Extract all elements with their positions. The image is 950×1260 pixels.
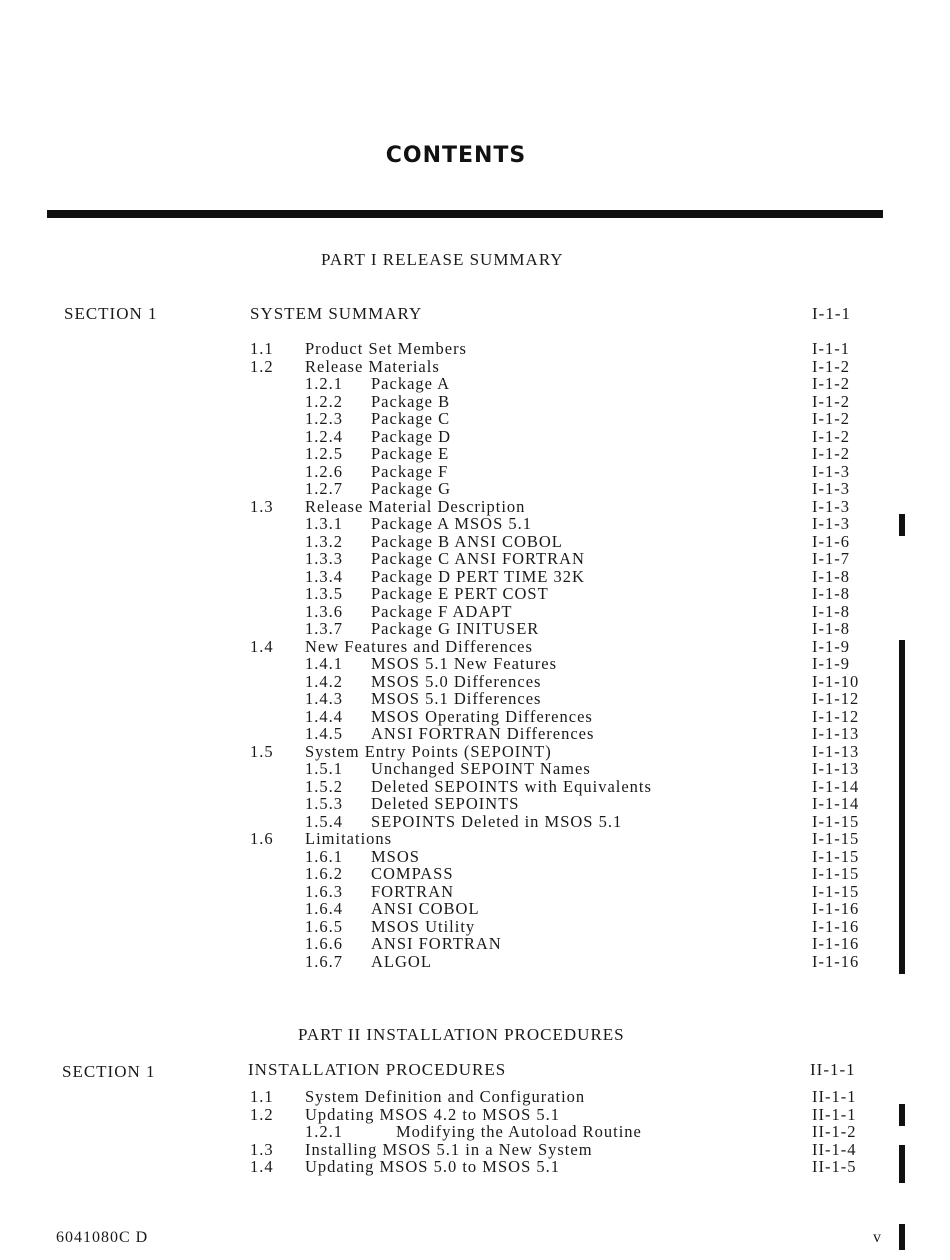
toc-entry-title: MSOS 5.1 Differences xyxy=(371,689,542,708)
part2-section-page: II-1-1 xyxy=(810,1060,856,1079)
part1-section-title: SYSTEM SUMMARY xyxy=(250,304,423,323)
toc-entry-page: I-1-2 xyxy=(812,426,850,446)
toc-entry-number: 1.3 xyxy=(250,1139,274,1159)
toc-entry-title: Package E xyxy=(371,444,450,463)
toc-entry-number: 1.5.2 xyxy=(305,776,343,796)
toc-entry-title: Release Materials xyxy=(305,356,440,376)
toc-entry xyxy=(250,1158,870,1176)
toc-entry-number: 1.6.4 xyxy=(305,899,343,918)
toc-entry-number: 1.3.1 xyxy=(305,514,343,533)
toc-entry-title: Package C ANSI FORTRAN xyxy=(371,549,585,568)
toc-entry xyxy=(250,463,870,481)
toc-entry-number: 1.6.6 xyxy=(305,934,343,953)
toc-entry-number: 1.2.6 xyxy=(305,461,343,481)
toc-entry-number: 1.1 xyxy=(250,339,274,358)
toc-entry-page: I-1-9 xyxy=(812,654,850,673)
toc-entry-number: 1.5.4 xyxy=(305,811,343,831)
toc-entry-number: 1.6.5 xyxy=(305,916,343,936)
toc-entry-number: 1.3.2 xyxy=(305,531,343,551)
toc-entry-number: 1.3.3 xyxy=(305,549,343,568)
toc-entry xyxy=(250,498,870,516)
toc-entry-title: Release Material Description xyxy=(305,496,526,516)
toc-entry xyxy=(250,1141,870,1159)
toc-entry-number: 1.4.4 xyxy=(305,706,343,726)
toc-entry xyxy=(250,638,870,656)
part1-section-page: I-1-1 xyxy=(812,304,851,323)
toc-entry-title: Deleted SEPOINTS with Equivalents xyxy=(371,776,652,796)
toc-entry xyxy=(250,568,870,586)
toc-entry-page: I-1-15 xyxy=(812,864,860,883)
toc-entry-title: System Definition and Configuration xyxy=(305,1087,586,1106)
toc-entry-page: I-1-3 xyxy=(812,514,850,533)
toc-entry-number: 1.4.1 xyxy=(305,654,343,673)
toc-entry-page: II-1-5 xyxy=(812,1157,857,1176)
toc-entry-number: 1.1 xyxy=(250,1087,274,1106)
toc-entry-page: II-1-2 xyxy=(812,1122,857,1141)
toc-entry xyxy=(250,393,870,411)
toc-entry-title: Package A xyxy=(371,374,451,393)
toc-entry-page: I-1-12 xyxy=(812,706,860,726)
toc-entry-number: 1.6 xyxy=(250,829,274,848)
toc-entry xyxy=(250,1088,870,1106)
toc-entry-title: Package F xyxy=(371,461,449,481)
page-title: CONTENTS xyxy=(385,143,527,168)
toc-entry-number: 1.6.3 xyxy=(305,881,343,901)
toc-entry-title: MSOS 5.0 Differences xyxy=(371,671,542,691)
toc-entry xyxy=(250,1123,870,1141)
toc-entry-title: ANSI FORTRAN xyxy=(371,934,502,953)
toc-entry-page: I-1-14 xyxy=(812,794,860,813)
toc-entry xyxy=(250,620,870,638)
change-bar xyxy=(899,1145,905,1183)
part1-toc-list xyxy=(250,340,870,970)
toc-entry-page: I-1-16 xyxy=(812,951,860,971)
toc-entry-page: I-1-15 xyxy=(812,811,860,831)
toc-entry xyxy=(250,690,870,708)
toc-entry xyxy=(250,918,870,936)
change-bar xyxy=(899,640,905,974)
toc-entry xyxy=(250,725,870,743)
toc-entry-title: MSOS 5.1 New Features xyxy=(371,654,557,673)
toc-entry-page: I-1-3 xyxy=(812,496,850,516)
toc-entry-number: 1.3.4 xyxy=(305,566,343,586)
toc-entry-title: ANSI FORTRAN Differences xyxy=(371,724,595,743)
toc-entry-number: 1.2.4 xyxy=(305,426,343,446)
change-bar xyxy=(899,1104,905,1126)
toc-entry-page: I-1-9 xyxy=(812,636,850,656)
part2-section-title: INSTALLATION PROCEDURES xyxy=(248,1060,507,1079)
toc-entry-page: I-1-14 xyxy=(812,776,860,796)
toc-entry-title: Package G INITUSER xyxy=(371,619,540,638)
toc-entry-title: MSOS Operating Differences xyxy=(371,706,593,726)
toc-entry-title: Package E PERT COST xyxy=(371,584,549,603)
toc-entry xyxy=(250,830,870,848)
toc-entry-page: I-1-13 xyxy=(812,741,860,761)
toc-entry-page: I-1-2 xyxy=(812,444,850,463)
toc-entry xyxy=(250,550,870,568)
toc-entry-number: 1.2.5 xyxy=(305,444,343,463)
toc-entry xyxy=(250,865,870,883)
toc-entry-page: I-1-12 xyxy=(812,689,860,708)
toc-entry-title: Updating MSOS 4.2 to MSOS 5.1 xyxy=(305,1104,560,1124)
document-number: 6041080C D xyxy=(56,1229,149,1246)
toc-entry-title: Package B xyxy=(371,391,451,411)
toc-entry-number: 1.4.5 xyxy=(305,724,343,743)
toc-entry xyxy=(250,708,870,726)
toc-entry xyxy=(250,743,870,761)
toc-entry xyxy=(250,813,870,831)
toc-entry xyxy=(250,428,870,446)
toc-entry-page: I-1-3 xyxy=(812,461,850,481)
toc-entry-number: 1.4.2 xyxy=(305,671,343,691)
toc-entry-number: 1.6.1 xyxy=(305,846,343,866)
part2-toc-list xyxy=(250,1088,870,1176)
toc-entry-number: 1.3.6 xyxy=(305,601,343,621)
title-rule xyxy=(47,210,883,218)
part1-heading: PART I RELEASE SUMMARY xyxy=(321,250,564,269)
toc-entry-title: Package B ANSI COBOL xyxy=(371,531,563,551)
toc-entry-title: Package D PERT TIME 32K xyxy=(371,566,585,586)
toc-entry-page: I-1-8 xyxy=(812,566,850,586)
toc-entry-title: ALGOL xyxy=(371,951,432,971)
toc-entry-number: 1.2.1 xyxy=(305,374,343,393)
toc-entry-title: Package D xyxy=(371,426,452,446)
toc-entry-page: I-1-16 xyxy=(812,899,860,918)
toc-entry-page: I-1-2 xyxy=(812,374,850,393)
toc-entry xyxy=(250,603,870,621)
toc-entry-title: Package A MSOS 5.1 xyxy=(371,514,533,533)
toc-entry-page: II-1-1 xyxy=(812,1104,857,1124)
toc-entry-title: MSOS xyxy=(371,846,420,866)
toc-entry-page: I-1-8 xyxy=(812,584,850,603)
toc-entry-number: 1.2.2 xyxy=(305,391,343,411)
toc-entry-title: New Features and Differences xyxy=(305,636,533,656)
toc-entry-title: Modifying the Autoload Routine xyxy=(396,1122,642,1141)
page-number: v xyxy=(873,1229,881,1246)
toc-entry xyxy=(250,935,870,953)
toc-entry-title: Deleted SEPOINTS xyxy=(371,794,520,813)
toc-entry xyxy=(250,760,870,778)
change-bar xyxy=(899,514,905,536)
toc-entry-number: 1.3.7 xyxy=(305,619,343,638)
toc-entry xyxy=(250,340,870,358)
toc-entry-title: ANSI COBOL xyxy=(371,899,480,918)
toc-entry-number: 1.5.3 xyxy=(305,794,343,813)
toc-entry xyxy=(250,953,870,971)
toc-entry xyxy=(250,1106,870,1124)
toc-entry-title: Product Set Members xyxy=(305,339,467,358)
toc-entry-number: 1.6.7 xyxy=(305,951,343,971)
toc-entry-number: 1.5 xyxy=(250,741,274,761)
toc-entry xyxy=(250,655,870,673)
toc-entry-title: Package F ADAPT xyxy=(371,601,513,621)
toc-entry xyxy=(250,673,870,691)
toc-entry-title: SEPOINTS Deleted in MSOS 5.1 xyxy=(371,811,623,831)
toc-entry xyxy=(250,358,870,376)
toc-entry xyxy=(250,375,870,393)
toc-entry-page: I-1-1 xyxy=(812,339,850,358)
toc-entry-title: System Entry Points (SEPOINT) xyxy=(305,741,552,761)
change-bar xyxy=(899,1224,905,1250)
toc-entry-number: 1.5.1 xyxy=(305,759,343,778)
toc-entry-page: I-1-10 xyxy=(812,671,860,691)
toc-entry-number: 1.2.3 xyxy=(305,409,343,428)
toc-entry xyxy=(250,778,870,796)
toc-entry-page: I-1-13 xyxy=(812,724,860,743)
toc-entry-page: I-1-8 xyxy=(812,619,850,638)
toc-entry xyxy=(250,533,870,551)
toc-entry-title: Package C xyxy=(371,409,451,428)
toc-entry-number: 1.2 xyxy=(250,356,274,376)
toc-entry-page: I-1-16 xyxy=(812,916,860,936)
toc-entry xyxy=(250,410,870,428)
toc-entry-page: I-1-15 xyxy=(812,881,860,901)
toc-entry-page: I-1-7 xyxy=(812,549,850,568)
toc-entry xyxy=(250,515,870,533)
toc-entry-number: 1.4 xyxy=(250,1157,274,1176)
toc-entry-number: 1.4 xyxy=(250,636,274,656)
toc-entry-title: Limitations xyxy=(305,829,393,848)
toc-entry-page: I-1-15 xyxy=(812,846,860,866)
toc-entry xyxy=(250,445,870,463)
toc-entry-number: 1.3 xyxy=(250,496,274,516)
toc-entry-page: II-1-1 xyxy=(812,1087,857,1106)
toc-entry-page: I-1-3 xyxy=(812,479,850,498)
toc-entry-number: 1.2.7 xyxy=(305,479,343,498)
toc-entry-number: 1.3.5 xyxy=(305,584,343,603)
toc-entry-number: 1.2 xyxy=(250,1104,274,1124)
toc-entry-title: Updating MSOS 5.0 to MSOS 5.1 xyxy=(305,1157,560,1176)
toc-entry-title: FORTRAN xyxy=(371,881,455,901)
toc-entry-title: MSOS Utility xyxy=(371,916,476,936)
toc-entry-page: I-1-2 xyxy=(812,391,850,411)
part1-section-label: SECTION 1 xyxy=(64,304,158,323)
toc-entry-page: I-1-2 xyxy=(812,356,850,376)
toc-entry-page: I-1-16 xyxy=(812,934,860,953)
toc-entry xyxy=(250,795,870,813)
toc-entry xyxy=(250,480,870,498)
toc-entry-title: COMPASS xyxy=(371,864,454,883)
toc-entry xyxy=(250,900,870,918)
toc-entry-page: I-1-6 xyxy=(812,531,850,551)
toc-entry xyxy=(250,883,870,901)
part2-section-label: SECTION 1 xyxy=(62,1062,156,1081)
toc-entry-page: I-1-2 xyxy=(812,409,850,428)
toc-entry xyxy=(250,848,870,866)
toc-entry-title: Installing MSOS 5.1 in a New System xyxy=(305,1139,593,1159)
toc-entry-page: I-1-15 xyxy=(812,829,860,848)
part2-heading: PART II INSTALLATION PROCEDURES xyxy=(298,1025,625,1044)
toc-entry xyxy=(250,585,870,603)
toc-entry-page: I-1-8 xyxy=(812,601,850,621)
toc-entry-number: 1.2.1 xyxy=(305,1122,343,1141)
toc-entry-page: I-1-13 xyxy=(812,759,860,778)
toc-entry-number: 1.6.2 xyxy=(305,864,343,883)
toc-entry-title: Package G xyxy=(371,479,452,498)
toc-entry-title: Unchanged SEPOINT Names xyxy=(371,759,591,778)
toc-entry-page: II-1-4 xyxy=(812,1139,857,1159)
toc-entry-number: 1.4.3 xyxy=(305,689,343,708)
